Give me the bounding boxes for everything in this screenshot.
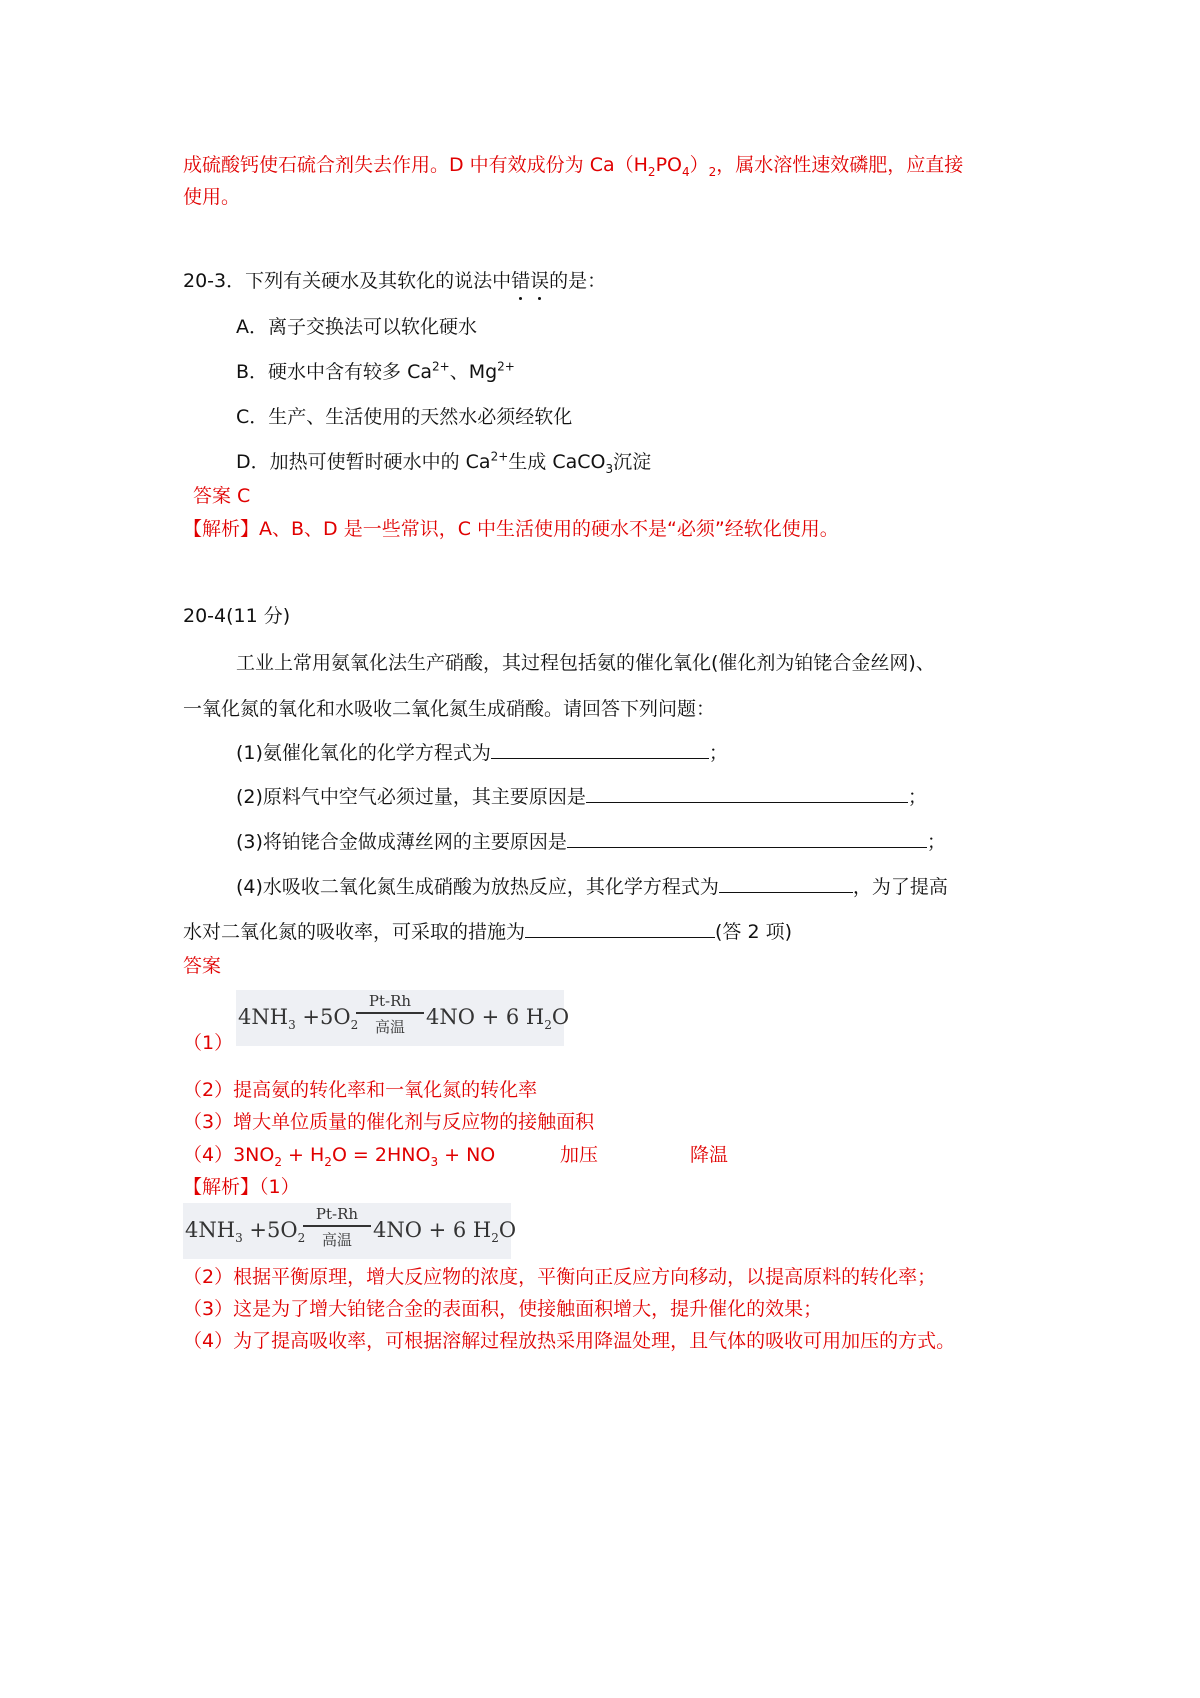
q204-answer-3: （3）增大单位质量的催化剂与反应物的接触面积 bbox=[183, 1111, 595, 1133]
equation-left bbox=[185, 1218, 306, 1246]
text: ，属水溶性速效磷肥，应直接 bbox=[716, 154, 964, 176]
answer-blank[interactable] bbox=[567, 829, 927, 848]
q204-answer-label: 答案 bbox=[183, 955, 222, 977]
text: ； bbox=[926, 831, 946, 853]
answer-blank[interactable] bbox=[525, 919, 715, 938]
q203-option-d bbox=[236, 449, 651, 475]
text: 4NH bbox=[185, 1218, 236, 1242]
text: (3)将铂铑合金做成薄丝网的主要原因是 bbox=[236, 831, 567, 853]
sup: 2+ bbox=[431, 359, 450, 374]
text: 4NO + 6 H bbox=[426, 1005, 545, 1029]
catalyst-label: Pt-Rh bbox=[315, 1205, 359, 1223]
equation-right bbox=[373, 1218, 517, 1246]
q203-option-a: A．离子交换法可以软化硬水 bbox=[236, 316, 477, 338]
sub: 3 bbox=[430, 1154, 439, 1169]
sub: 2 bbox=[274, 1154, 282, 1169]
q203-option-c: C．生产、生活使用的天然水必须经软化 bbox=[236, 406, 573, 428]
sub: 3 bbox=[235, 1231, 243, 1246]
q204-answer-4 bbox=[183, 1142, 495, 1168]
text: 水对二氧化氮的吸收率，可采取的措施为 bbox=[183, 921, 526, 943]
q204-part4-cont bbox=[183, 919, 792, 945]
sup: 2+ bbox=[497, 359, 515, 374]
text: 成硫酸钙使石硫合剂失去作用。D 中有效成份为 Ca（H bbox=[183, 154, 648, 176]
text: （4）3NO bbox=[183, 1144, 275, 1166]
emphasis-dot: 误 bbox=[530, 270, 550, 292]
text: 生成 CaCO bbox=[508, 451, 606, 473]
condition-label: 高温 bbox=[374, 1017, 405, 1036]
q204-answer-2: （2）提高氨的转化率和一氧化氮的转化率 bbox=[183, 1079, 538, 1101]
text: D．加热可使暂时硬水中的 Ca bbox=[236, 451, 491, 473]
text: (4)水吸收二氧化氮生成硝酸为放热反应，其化学方程式为 bbox=[236, 876, 719, 898]
q203-answer: 答案 C bbox=[193, 485, 251, 507]
q204-stem-line1: 工业上常用氨氧化法生产硝酸，其过程包括氨的催化氧化(催化剂为铂铑合金丝网)、 bbox=[236, 652, 935, 674]
text: O bbox=[551, 1005, 570, 1029]
text: 、Mg bbox=[449, 361, 498, 383]
sub: 2 bbox=[491, 1231, 499, 1246]
q204-stem-line2: 一氧化氮的氧化和水吸收二氧化氮生成硝酸。请回答下列问题： bbox=[183, 698, 716, 720]
condition-label: 高温 bbox=[321, 1230, 352, 1249]
text: ； bbox=[907, 786, 927, 808]
reaction-condition bbox=[356, 992, 424, 1037]
sub: 2 bbox=[324, 1154, 332, 1169]
equation-image-1 bbox=[236, 990, 570, 1046]
text: B．硬水中含有较多 Ca bbox=[236, 361, 432, 383]
reaction-condition bbox=[303, 1205, 371, 1250]
q204-analysis-2: （2）根据平衡原理，增大反应物的浓度，平衡向正反应方向移动，以提高原料的转化率； bbox=[183, 1266, 937, 1288]
sub: 2 bbox=[647, 164, 656, 179]
sub: 4 bbox=[681, 164, 690, 179]
sub: 3 bbox=[288, 1018, 296, 1033]
q204-heading: 20-4(11 分) bbox=[183, 605, 291, 627]
sub: 2 bbox=[297, 1231, 306, 1246]
text: PO bbox=[655, 154, 682, 176]
sub: 2 bbox=[350, 1018, 359, 1033]
sub: 2 bbox=[708, 164, 717, 179]
sup: 2+ bbox=[490, 449, 509, 464]
q204-part3 bbox=[236, 829, 946, 855]
q204-answer-4-pressurize: 加压 bbox=[560, 1144, 599, 1166]
q204-analysis-label: 【解析】（1） bbox=[183, 1176, 300, 1198]
sub: 2 bbox=[544, 1018, 552, 1033]
answer-blank[interactable] bbox=[719, 874, 853, 893]
q204-part1 bbox=[236, 740, 728, 766]
text: + H bbox=[282, 1144, 325, 1166]
text: +5O bbox=[295, 1005, 351, 1029]
text: 沉淀 bbox=[613, 451, 652, 473]
text: ，为了提高 bbox=[852, 876, 948, 898]
text: 的是： bbox=[549, 270, 607, 292]
reaction-arrow-bar bbox=[356, 1012, 424, 1014]
equation-left bbox=[238, 1005, 359, 1033]
emphasis-dot: 错 bbox=[511, 270, 531, 292]
text: ） bbox=[689, 154, 709, 176]
text: (答 2 项) bbox=[715, 921, 793, 943]
equation-right bbox=[426, 1005, 570, 1033]
q203-option-b bbox=[236, 359, 515, 385]
q204-part4 bbox=[236, 874, 948, 900]
q203-stem bbox=[183, 268, 606, 294]
text: O bbox=[498, 1218, 517, 1242]
q203-analysis: 【解析】A、B、D 是一些常识，C 中生活使用的硬水不是“必须”经软化使用。 bbox=[183, 518, 839, 540]
q204-answer-4-cool: 降温 bbox=[690, 1144, 729, 1166]
sub: 3 bbox=[605, 461, 614, 476]
text: O = 2HNO bbox=[331, 1144, 431, 1166]
text: 4NO + 6 H bbox=[373, 1218, 492, 1242]
answer-blank[interactable] bbox=[491, 740, 709, 759]
text: 4NH bbox=[238, 1005, 289, 1029]
q204-part2 bbox=[236, 784, 927, 810]
text: (1)氨催化氧化的化学方程式为 bbox=[236, 742, 491, 764]
answer-blank[interactable] bbox=[586, 784, 908, 803]
text: + NO bbox=[438, 1144, 496, 1166]
text: 20-3．下列有关硬水及其软化的说法中 bbox=[183, 270, 512, 292]
q204-analysis-3: （3）这是为了增大铂铑合金的表面积，使接触面积增大，提升催化的效果； bbox=[183, 1298, 823, 1320]
catalyst-label: Pt-Rh bbox=[368, 992, 412, 1010]
equation-image-2 bbox=[183, 1203, 517, 1259]
q204-analysis-4: （4）为了提高吸收率，可根据溶解过程放热采用降温处理，且气体的吸收可用加压的方式。 bbox=[183, 1330, 956, 1352]
text: ； bbox=[708, 742, 728, 764]
q204-answer-1-label: （1） bbox=[183, 1032, 234, 1054]
text: +5O bbox=[242, 1218, 298, 1242]
text: (2)原料气中空气必须过量，其主要原因是 bbox=[236, 786, 586, 808]
prev-analysis-line2: 使用。 bbox=[183, 186, 241, 208]
prev-analysis-line1 bbox=[183, 152, 963, 178]
reaction-arrow-bar bbox=[303, 1225, 371, 1227]
